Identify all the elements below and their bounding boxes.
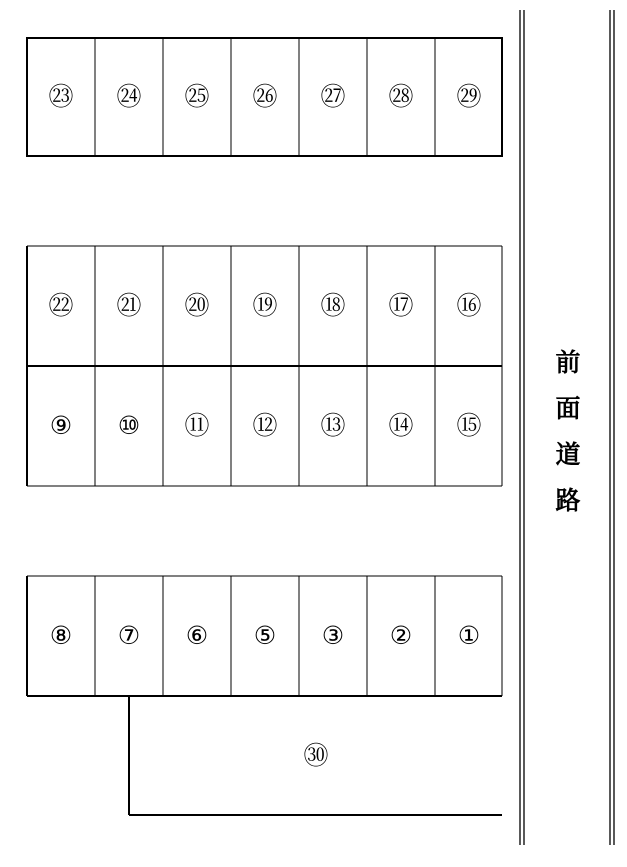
space-number: ⑲ xyxy=(252,291,278,320)
space-number: ㉔ xyxy=(116,82,142,111)
space-number: ⑰ xyxy=(388,291,414,320)
space-number: ② xyxy=(389,621,413,650)
space-number: ㉓ xyxy=(48,82,74,111)
space-number: ㉙ xyxy=(456,82,482,111)
road-label-char: 前 xyxy=(555,348,581,377)
space-number: ㉒ xyxy=(48,291,74,320)
space-number: ⑤ xyxy=(253,621,277,650)
space-number: ⑫ xyxy=(252,411,278,440)
front-road-label xyxy=(548,340,588,524)
row-middle-block xyxy=(27,246,502,486)
space-number: ⑥ xyxy=(185,621,209,650)
space-number: ③ xyxy=(321,621,345,650)
space-number: ㉘ xyxy=(388,82,414,111)
space-number: ⑮ xyxy=(456,411,482,440)
space-number: ㉖ xyxy=(252,82,278,111)
space-number-30: ㉚ xyxy=(303,741,329,770)
space-number: ⑨ xyxy=(49,411,73,440)
space-number: ① xyxy=(457,621,481,650)
space-number: ⑭ xyxy=(388,411,414,440)
space-number: ㉑ xyxy=(116,291,142,320)
road-label-char: 面 xyxy=(555,394,581,423)
road-label-char: 路 xyxy=(555,486,581,515)
space-number: ㉗ xyxy=(320,82,346,111)
space-number: ㉕ xyxy=(184,82,210,111)
road-label-char: 道 xyxy=(555,440,581,469)
space-number: ⑩ xyxy=(117,411,141,440)
space-number: ⑯ xyxy=(456,291,482,320)
space-number: ⑳ xyxy=(184,291,210,320)
space-number: ⑱ xyxy=(320,291,346,320)
space-number: ⑦ xyxy=(117,621,141,650)
space-number: ⑬ xyxy=(320,411,346,440)
space-number: ⑪ xyxy=(184,411,210,440)
space-number: ⑧ xyxy=(49,621,73,650)
